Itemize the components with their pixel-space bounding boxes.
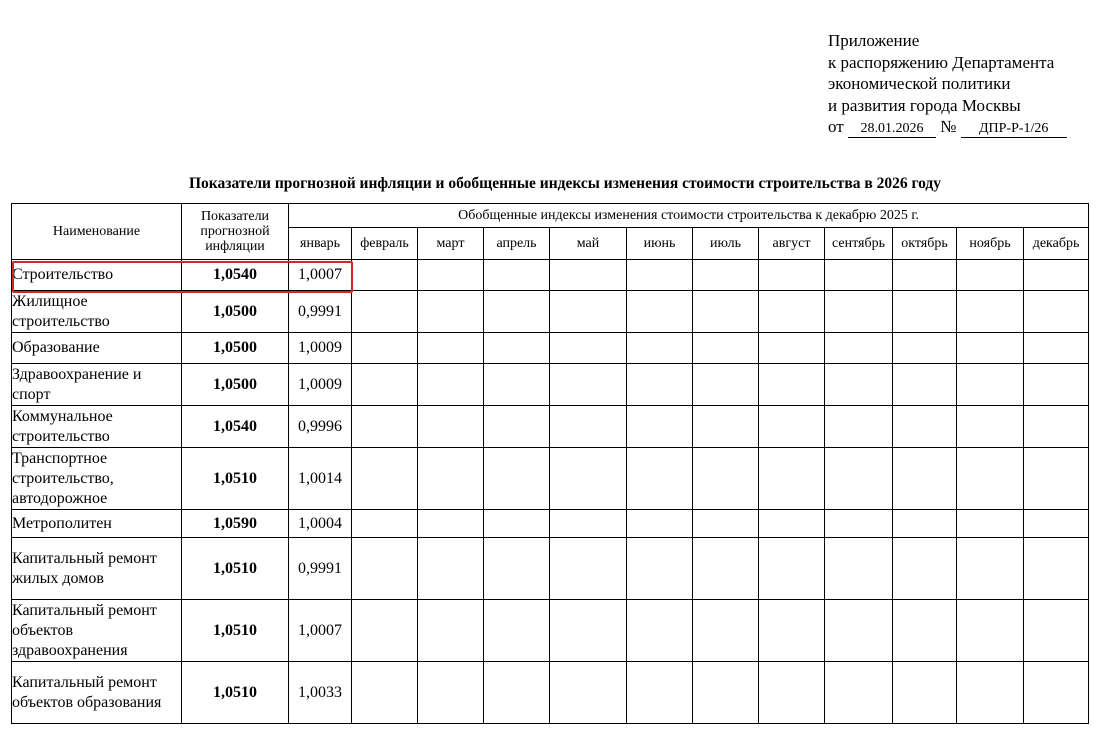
row-month-empty-cell [418, 291, 484, 333]
row-month-empty-cell [418, 333, 484, 364]
table-row [12, 510, 1089, 538]
row-month-empty-cell [759, 538, 825, 600]
row-name: Здравоохранение и спорт [12, 364, 182, 406]
appendix-number-sign: № [940, 117, 957, 136]
header-month: июнь [627, 228, 693, 260]
appendix-line-4: и развития города Москвы [828, 95, 1021, 115]
index-table [11, 203, 1089, 724]
row-month-empty-cell [893, 600, 957, 662]
row-month-empty-cell [957, 448, 1024, 510]
row-month-empty-cell [352, 510, 418, 538]
row-month-empty-cell [352, 364, 418, 406]
row-month-empty-cell [893, 510, 957, 538]
row-month-empty-cell [1024, 510, 1089, 538]
row-month-empty-cell [957, 291, 1024, 333]
appendix-ot-label: от [828, 117, 844, 136]
row-month-empty-cell [418, 538, 484, 600]
row-month-empty-cell [484, 538, 550, 600]
row-month-empty-cell [484, 448, 550, 510]
row-month-empty-cell [1024, 600, 1089, 662]
row-inflation: 1,0540 [182, 260, 289, 291]
table-row [12, 333, 1089, 364]
row-inflation: 1,0500 [182, 333, 289, 364]
row-name: Транспортное строительство, автодорожное [12, 448, 182, 510]
row-month-empty-cell [418, 406, 484, 448]
row-month-empty-cell [825, 448, 893, 510]
row-month-empty-cell [1024, 538, 1089, 600]
row-month-empty-cell [759, 291, 825, 333]
row-month-empty-cell [693, 291, 759, 333]
row-month-empty-cell [957, 510, 1024, 538]
row-name: Капитальный ремонт объектов образования [12, 662, 182, 724]
row-month-empty-cell [627, 448, 693, 510]
row-name: Коммунальное строительство [12, 406, 182, 448]
row-month-empty-cell [957, 538, 1024, 600]
row-month-empty-cell [352, 538, 418, 600]
header-month: февраль [352, 228, 418, 260]
row-month-empty-cell [893, 291, 957, 333]
header-month: ноябрь [957, 228, 1024, 260]
header-month: октябрь [893, 228, 957, 260]
row-month-empty-cell [352, 406, 418, 448]
row-month-empty-cell [957, 333, 1024, 364]
row-january-index: 0,9996 [289, 406, 352, 448]
row-january-index: 1,0007 [289, 260, 352, 291]
row-month-empty-cell [550, 448, 627, 510]
row-inflation: 1,0510 [182, 538, 289, 600]
row-month-empty-cell [825, 538, 893, 600]
row-month-empty-cell [418, 260, 484, 291]
row-month-empty-cell [627, 600, 693, 662]
row-month-empty-cell [352, 662, 418, 724]
row-inflation: 1,0540 [182, 406, 289, 448]
row-month-empty-cell [627, 291, 693, 333]
row-name: Жилищное строительство [12, 291, 182, 333]
row-month-empty-cell [550, 538, 627, 600]
row-month-empty-cell [352, 600, 418, 662]
row-month-empty-cell [484, 260, 550, 291]
row-january-index: 1,0007 [289, 600, 352, 662]
row-month-empty-cell [484, 510, 550, 538]
row-month-empty-cell [759, 260, 825, 291]
row-january-index: 0,9991 [289, 538, 352, 600]
row-month-empty-cell [693, 448, 759, 510]
row-inflation: 1,0510 [182, 662, 289, 724]
row-month-empty-cell [693, 662, 759, 724]
row-name: Капитальный ремонт жилых домов [12, 538, 182, 600]
row-month-empty-cell [484, 333, 550, 364]
row-month-empty-cell [693, 333, 759, 364]
row-month-empty-cell [550, 662, 627, 724]
row-name: Метрополитен [12, 510, 182, 538]
row-month-empty-cell [693, 364, 759, 406]
row-month-empty-cell [550, 406, 627, 448]
row-month-empty-cell [893, 364, 957, 406]
table-row [12, 600, 1089, 662]
row-month-empty-cell [550, 364, 627, 406]
appendix-line-5 [828, 116, 1067, 138]
row-inflation: 1,0590 [182, 510, 289, 538]
row-month-empty-cell [759, 333, 825, 364]
table-row [12, 538, 1089, 600]
row-month-empty-cell [627, 406, 693, 448]
row-month-empty-cell [825, 260, 893, 291]
row-month-empty-cell [693, 406, 759, 448]
header-name: Наименование [12, 204, 182, 260]
row-month-empty-cell [550, 510, 627, 538]
row-month-empty-cell [893, 260, 957, 291]
row-month-empty-cell [484, 364, 550, 406]
row-month-empty-cell [1024, 662, 1089, 724]
row-month-empty-cell [825, 333, 893, 364]
row-month-empty-cell [893, 538, 957, 600]
row-month-empty-cell [825, 662, 893, 724]
row-month-empty-cell [759, 510, 825, 538]
appendix-number: ДПР-Р-1/26 [961, 120, 1067, 138]
appendix-date: 28.01.2026 [848, 120, 936, 138]
row-month-empty-cell [1024, 364, 1089, 406]
table-row [12, 448, 1089, 510]
row-month-empty-cell [550, 333, 627, 364]
row-month-empty-cell [550, 291, 627, 333]
row-month-empty-cell [693, 538, 759, 600]
header-index-group: Обобщенные индексы изменения стоимости строительства к декабрю 2025 г. [289, 204, 1089, 228]
row-month-empty-cell [550, 260, 627, 291]
row-month-empty-cell [693, 260, 759, 291]
row-month-empty-cell [957, 364, 1024, 406]
row-month-empty-cell [1024, 448, 1089, 510]
header-month: август [759, 228, 825, 260]
row-month-empty-cell [759, 448, 825, 510]
row-month-empty-cell [550, 600, 627, 662]
row-month-empty-cell [352, 448, 418, 510]
row-month-empty-cell [418, 448, 484, 510]
row-name: Капитальный ремонт объектов здравоохранения [12, 600, 182, 662]
row-january-index: 1,0009 [289, 364, 352, 406]
row-month-empty-cell [1024, 291, 1089, 333]
row-month-empty-cell [759, 406, 825, 448]
appendix-line-1: Приложение [828, 31, 920, 50]
row-month-empty-cell [825, 291, 893, 333]
header-month: март [418, 228, 484, 260]
row-month-empty-cell [825, 600, 893, 662]
table-row [12, 260, 1089, 291]
table-row [12, 364, 1089, 406]
row-month-empty-cell [893, 333, 957, 364]
row-inflation: 1,0510 [182, 600, 289, 662]
table-row [12, 406, 1089, 448]
row-month-empty-cell [627, 662, 693, 724]
row-month-empty-cell [693, 600, 759, 662]
row-january-index: 1,0014 [289, 448, 352, 510]
row-month-empty-cell [893, 448, 957, 510]
header-month: апрель [484, 228, 550, 260]
header-month: сентябрь [825, 228, 893, 260]
row-month-empty-cell [627, 260, 693, 291]
row-january-index: 1,0009 [289, 333, 352, 364]
row-month-empty-cell [484, 291, 550, 333]
header-month: июль [693, 228, 759, 260]
row-inflation: 1,0500 [182, 364, 289, 406]
row-month-empty-cell [627, 364, 693, 406]
row-month-empty-cell [418, 364, 484, 406]
header-month: январь [289, 228, 352, 260]
row-month-empty-cell [957, 406, 1024, 448]
appendix-line-2: к распоряжению Департамента [828, 52, 1055, 72]
row-month-empty-cell [627, 333, 693, 364]
row-month-empty-cell [1024, 260, 1089, 291]
row-month-empty-cell [418, 600, 484, 662]
appendix-header [828, 30, 1067, 138]
row-month-empty-cell [484, 600, 550, 662]
row-month-empty-cell [1024, 406, 1089, 448]
row-january-index: 1,0004 [289, 510, 352, 538]
row-month-empty-cell [759, 600, 825, 662]
row-january-index: 0,9991 [289, 291, 352, 333]
row-month-empty-cell [825, 406, 893, 448]
row-month-empty-cell [627, 510, 693, 538]
row-month-empty-cell [484, 406, 550, 448]
row-inflation: 1,0500 [182, 291, 289, 333]
row-month-empty-cell [957, 600, 1024, 662]
row-month-empty-cell [627, 538, 693, 600]
row-january-index: 1,0033 [289, 662, 352, 724]
header-month: май [550, 228, 627, 260]
row-month-empty-cell [957, 260, 1024, 291]
row-inflation: 1,0510 [182, 448, 289, 510]
row-month-empty-cell [759, 364, 825, 406]
row-month-empty-cell [825, 510, 893, 538]
header-month: декабрь [1024, 228, 1089, 260]
row-month-empty-cell [693, 510, 759, 538]
header-inflation: Показатели прогнозной инфляции [182, 204, 289, 260]
table-body [12, 260, 1089, 724]
row-month-empty-cell [893, 406, 957, 448]
row-month-empty-cell [825, 364, 893, 406]
appendix-line-3: экономической политики [828, 74, 1011, 93]
row-month-empty-cell [418, 662, 484, 724]
row-month-empty-cell [352, 291, 418, 333]
document-title: Показатели прогнозной инфляции и обобщенные индексы изменения стоимости строительства в 2026 году [189, 175, 941, 192]
row-month-empty-cell [957, 662, 1024, 724]
row-name: Образование [12, 333, 182, 364]
row-month-empty-cell [893, 662, 957, 724]
row-month-empty-cell [352, 260, 418, 291]
row-name: Строительство [12, 260, 182, 291]
row-month-empty-cell [418, 510, 484, 538]
table-row [12, 662, 1089, 724]
row-month-empty-cell [484, 662, 550, 724]
row-month-empty-cell [1024, 333, 1089, 364]
table-row [12, 291, 1089, 333]
row-month-empty-cell [759, 662, 825, 724]
row-month-empty-cell [352, 333, 418, 364]
